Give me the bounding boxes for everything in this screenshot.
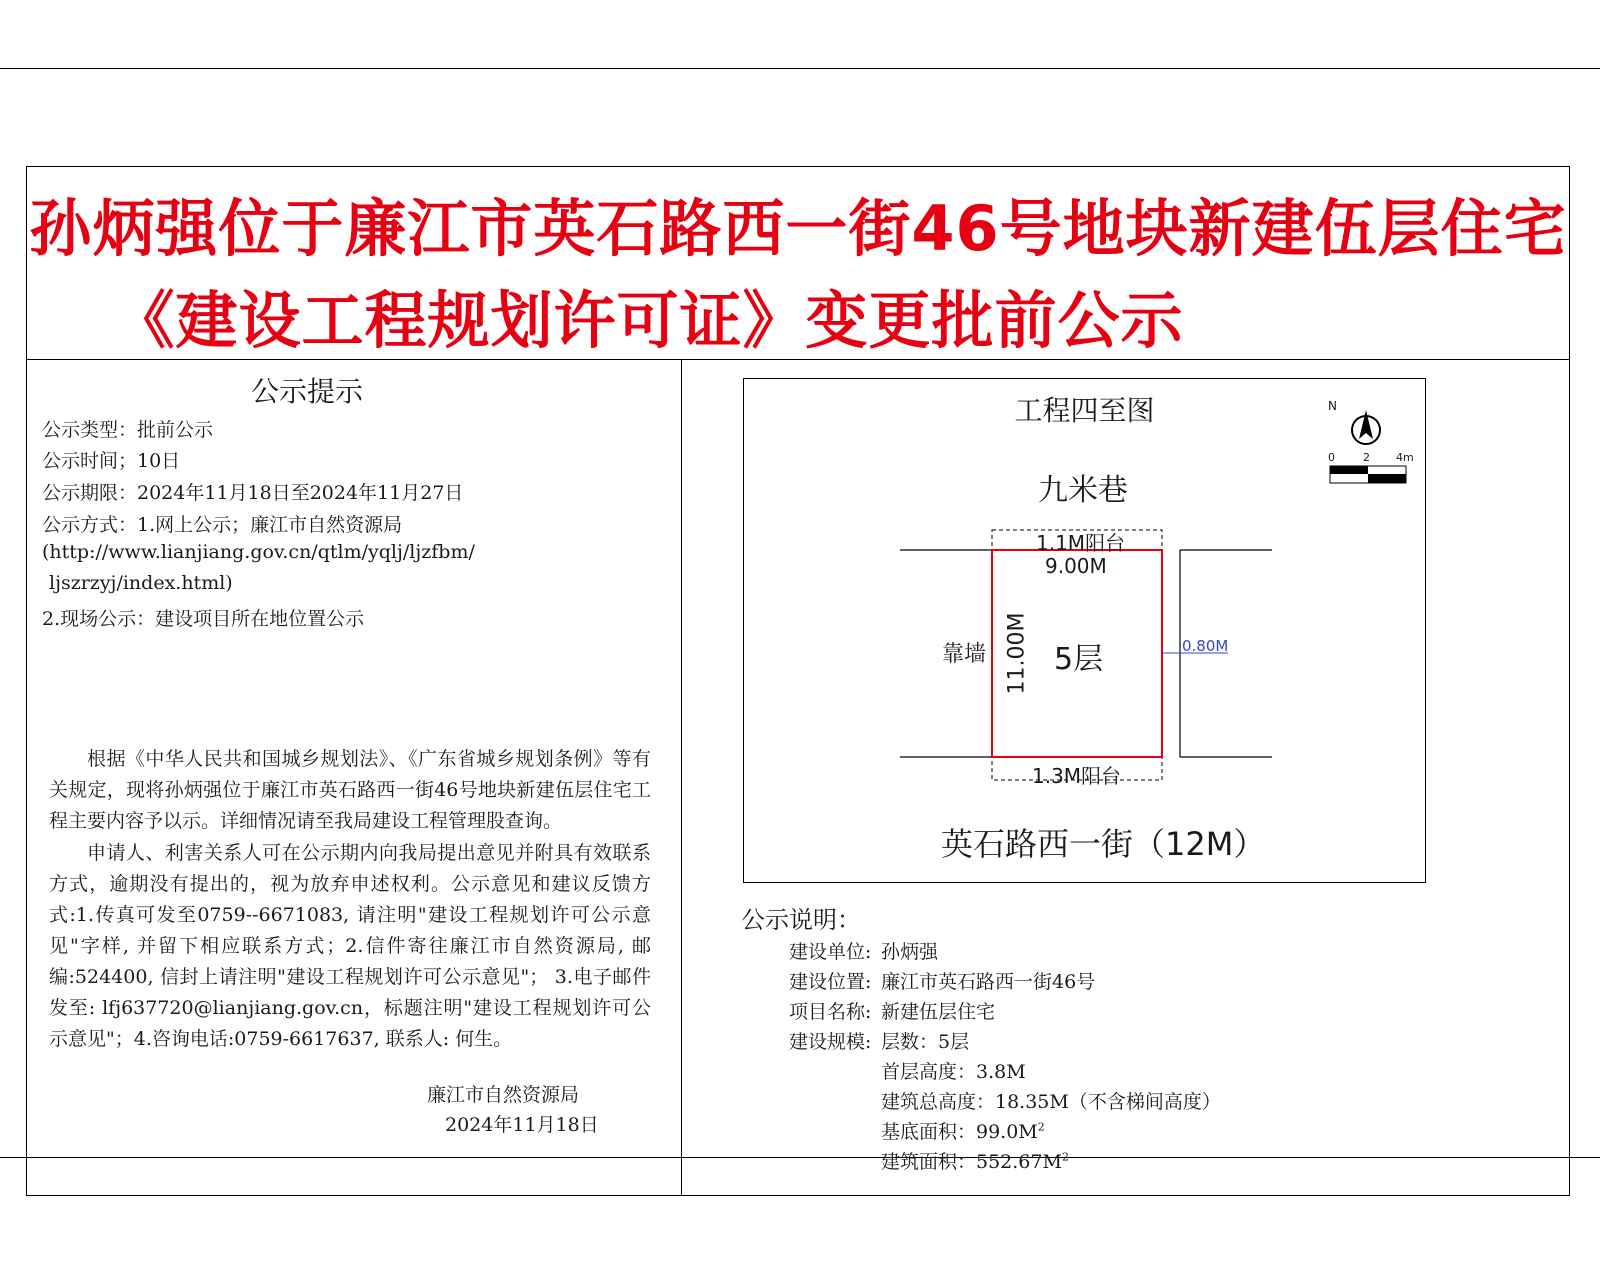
desc-project-value: 新建伍层住宅 [881,1001,996,1023]
site-map-drawing [744,379,1427,884]
desc-project-label: 项目名称: [789,1001,872,1023]
document-sheet [0,68,1600,1173]
notice-url-line-1[interactable]: (http://www.lianjiang.gov.cn/qtlm/yqlj/ljzfbm/ [42,541,475,563]
desc-location [789,967,1095,994]
notice-onsite: 2.现场公示：建设项目所在地位置公示 [42,608,365,630]
scale-label-4: 4m [1396,451,1414,464]
desc-project [789,997,995,1024]
notice-type: 公示类型：批前公示 [42,419,214,441]
north-arrow-icon [1352,410,1380,444]
north-road-label: 九米巷 [1038,473,1128,508]
title-area [27,167,1569,360]
west-wall-label: 靠墙 [942,642,987,667]
sign-organization: 廉江市自然资源局 [427,1084,580,1106]
title-line-2: 《建设工程规划许可证》变更批前公示 [112,284,1184,357]
desc-total-height: 建筑总高度：18.35M（不含梯间高度） [881,1091,1221,1113]
column-divider [681,360,682,1195]
description-title: 公示说明： [741,906,861,934]
width-dimension: 9.00M [1045,554,1107,578]
notice-heading: 公示提示 [250,375,363,408]
desc-unit-label: 建设单位: [789,941,872,963]
desc-location-label: 建设位置: [789,971,872,993]
desc-scale-label: 建设规模: [789,1031,872,1053]
desc-first-floor-height: 首层高度：3.8M [881,1061,1026,1083]
notice-paragraph-1: 根据《中华人民共和国城乡规划法》、《广东省城乡规划条例》等有关规定，现将孙炳强位于廉江市英石路西一街46号地块新建伍层住宅工程主要内容予以示。详细情况请至我局建设工程管理股查询。 [49,748,651,832]
scale-label-2: 2 [1363,451,1370,464]
desc-unit-value: 孙炳强 [881,941,939,963]
desc-building-area [881,1147,1069,1174]
notice-paragraph-2: 申请人、利害关系人可在公示期内向我局提出意见并附具有效联系方式，逾期没有提出的，视为放弃申述权利。公示意见和建议反馈方式:1.传真可发至0759--6671083, 请注明"建设工程规划许可公示意见"字样, 并留下相应联系方式；2.信件寄往廉江市自然资源局, 邮编:524400, 信封上请注明"建设工程规划许可公示意见"； 3.电子邮件发至: lfj637720@lianjiang.gov.cn，标题注明"建设工程规划许可公示意见"；4.咨询电话:0759-6617637, 联系人: 何生。 [49,842,651,1050]
sign-date: 2024年11月18日 [445,1114,599,1136]
map-title: 工程四至图 [1014,394,1155,427]
depth-dimension: 11.00M [1004,612,1030,695]
desc-building-area-sup: 2 [1061,1150,1069,1164]
desc-base-area [881,1117,1045,1144]
south-balcony-label: 1.3M阳台 [1032,764,1122,788]
notice-url-line-2[interactable]: ljszrzyj/index.html) [49,572,233,594]
title-line-1: 孙炳强位于廉江市英石路西一街46号地块新建伍层住宅 [29,192,1567,265]
north-balcony-label: 1.1M阳台 [1036,531,1126,555]
site-map [743,378,1426,883]
desc-floors-value: 层数：5层 [881,1031,970,1053]
east-gap-label: 0.80M [1182,637,1229,655]
desc-scale [789,1027,969,1054]
desc-base-area-sup: 2 [1037,1120,1045,1134]
desc-location-value: 廉江市英石路西一街46号 [881,971,1096,993]
notice-period: 公示期限：2024年11月18日至2024年11月27日 [42,482,464,504]
project-column [683,360,1569,1195]
notice-column [27,360,681,1195]
desc-building-area-text: 建筑面积：552.67M [881,1151,1062,1173]
south-road-label: 英石路西一街（12M） [941,825,1266,863]
notice-method: 公示方式：1.网上公示；廉江市自然资源局 [42,514,403,536]
scale-bar [1330,466,1406,483]
notice-duration: 公示时间；10日 [42,450,181,472]
floor-count-label: 5层 [1054,642,1104,677]
scale-label-0: 0 [1328,451,1335,464]
compass-letter: N [1328,399,1337,413]
notice-frame [26,166,1570,1196]
desc-unit [789,937,938,964]
desc-base-area-text: 基底面积：99.0M [881,1121,1038,1143]
